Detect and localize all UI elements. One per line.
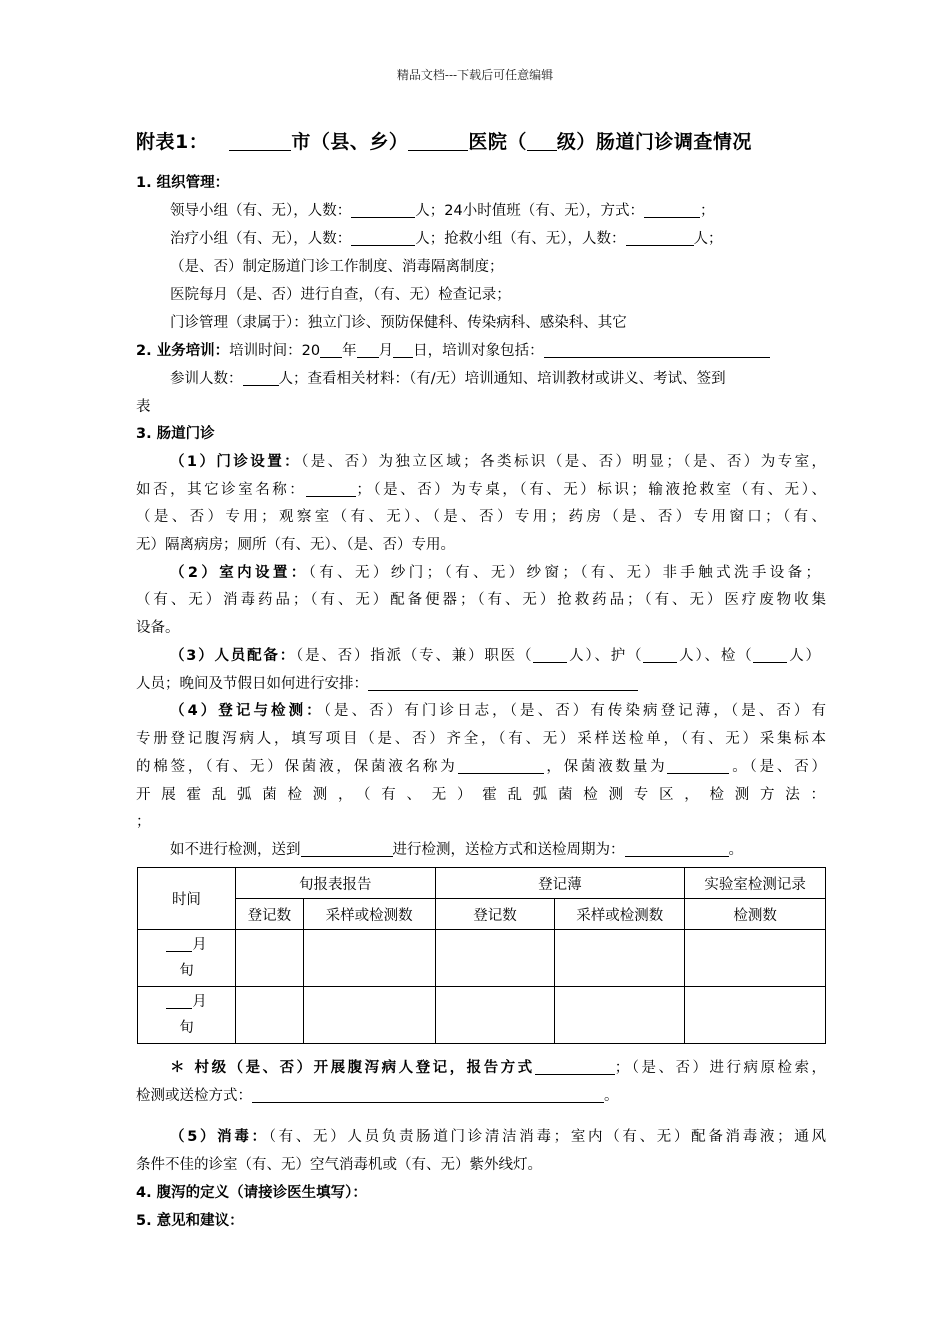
subheader-reg-2: 登记数: [435, 899, 555, 930]
table-cell[interactable]: [685, 987, 826, 1044]
blank: [368, 674, 638, 691]
s3-4-l6c: 。: [728, 842, 743, 858]
blank: [320, 341, 342, 358]
page-header: 精品文档---下载后可任意编辑: [396, 68, 554, 82]
table-cell[interactable]: [235, 987, 303, 1044]
blank: [535, 1058, 615, 1075]
s1-line-2: [170, 229, 860, 249]
s3-3-l1c: 人）、检（: [677, 648, 754, 664]
blank: [644, 201, 700, 218]
blank: [458, 757, 544, 774]
section-1-title: 1. 组织管理：: [136, 175, 230, 191]
row-month: 月: [192, 937, 207, 953]
blank: [643, 646, 677, 663]
blank: [166, 937, 192, 952]
blank: [351, 201, 415, 218]
s1-l2c: 人；: [693, 231, 723, 247]
s2-l1b: 年: [342, 343, 357, 359]
s1-line-5: 门诊管理（隶属于）：独立门诊、预防保健科、传染病科、感染科、其它: [170, 315, 627, 331]
title-prefix: 附表1：: [136, 131, 209, 153]
s3-3-l2: 人员；晚间及节假日如何进行安排：: [136, 676, 368, 692]
table-cell[interactable]: [235, 930, 303, 987]
section-5-title: 5. 意见和建议：: [136, 1213, 244, 1229]
blank: [393, 341, 413, 358]
note-line-1: [170, 1058, 826, 1078]
note-line-2: [136, 1086, 826, 1106]
row-xun: 旬: [179, 1020, 194, 1036]
s1-line-3: （是、否）制定肠道门诊工作制度、消毒隔离制度；: [170, 259, 504, 275]
blank: [544, 341, 770, 358]
s3-3-l1b: 人）、护（: [567, 648, 644, 664]
row-month: 月: [192, 994, 207, 1010]
note-c: 检测或送检方式：: [136, 1088, 252, 1104]
s3-1-line-2: [136, 480, 826, 500]
table-cell[interactable]: [303, 987, 435, 1044]
s3-4-line-3: [136, 757, 826, 777]
note-a: ＊ 村级（是、否）开展腹泻病人登记，报告方式: [170, 1060, 535, 1076]
s3-1-head: （1）门诊设置：: [170, 454, 302, 470]
s3-4-l3b: ，保菌液数量为: [543, 759, 668, 775]
city-blank: [229, 132, 291, 151]
s3-4-head: （4）登记与检测：: [170, 703, 324, 719]
subheader-reg-1: 登记数: [235, 899, 303, 930]
s3-2-line-3: 设备。: [136, 620, 180, 636]
subheader-test: 检测数: [685, 899, 826, 930]
s2-l1d: 日，培训对象包括：: [413, 343, 544, 359]
blank: [301, 840, 393, 857]
s3-4-l1: （是、否）有门诊日志，（是、否）有传染病登记薄，（是、否）有: [323, 703, 826, 719]
s3-5-head: （5）消毒：: [170, 1129, 269, 1145]
s3-3-line-1: [170, 646, 820, 666]
blank: [166, 994, 192, 1009]
s3-4-l6b: 进行检测，送检方式和送检周期为：: [392, 842, 625, 858]
s3-4-line-4: 开展霍乱弧菌检测，（有、无）霍乱弧菌检测专区，检测方法：: [136, 787, 826, 803]
table-cell[interactable]: [435, 987, 555, 1044]
blank: [625, 840, 729, 857]
blank: [243, 369, 279, 386]
s3-4-line-5: ；: [136, 814, 151, 830]
s1-l1a: 领导小组（有、无），人数：: [170, 203, 352, 219]
s3-4-l6a: 如不进行检测，送到: [170, 842, 301, 858]
s1-line-4: 医院每月（是、否）进行自查，（有、无）检查记录；: [170, 287, 511, 303]
s3-3-l1d: 人）: [787, 648, 821, 664]
blank: [351, 229, 415, 246]
row-time-cell: [138, 930, 236, 987]
header-group-3: 实验室检测记录: [685, 868, 826, 899]
blank: [753, 646, 787, 663]
s3-4-l3c: 。（是、否）: [729, 759, 827, 775]
blank: [306, 480, 356, 497]
table-row: [138, 930, 826, 987]
note-b: ；（是、否）进行病原检索，: [614, 1060, 827, 1076]
title-city: 市（县、乡）: [291, 131, 409, 153]
s3-1-line-1: [170, 452, 826, 472]
s3-5-l1: （有、无）人员负责肠道门诊清洁消毒；室内（有、无）配备消毒液；通风: [268, 1129, 826, 1145]
title-level: 级）肠道门诊调查情况: [556, 131, 752, 153]
s3-4-line-1: [170, 701, 826, 721]
s2-l1c: 月: [378, 343, 394, 359]
subheader-sample-1: 采样或检测数: [303, 899, 435, 930]
s3-1-l1: （是、否）为独立区域；各类标识（是、否）明显；（是、否）为专室，: [301, 454, 826, 470]
row-xun: 旬: [179, 963, 194, 979]
s2-line-1: [136, 341, 826, 361]
s3-2-line-1: [170, 563, 820, 583]
blank: [252, 1086, 604, 1103]
s3-5-line-1: [170, 1127, 826, 1147]
s3-1-line-4: 无）隔离病房；厕所（有、无）、（是、否）专用。: [136, 537, 455, 553]
blank: [533, 646, 567, 663]
s3-2-line-2: （有、无）消毒药品；（有、无）配备便器；（有、无）抢救药品；（有、无）医疗废物收集: [136, 592, 826, 608]
table-cell[interactable]: [555, 987, 685, 1044]
s3-5-line-2: 条件不佳的诊室（有、无）空气消毒机或（有、无）紫外线灯。: [136, 1157, 542, 1173]
section-3-title: 3. 肠道门诊: [136, 426, 215, 442]
hospital-blank: [408, 132, 468, 151]
table-cell[interactable]: [303, 930, 435, 987]
s3-4-line-2: 专册登记腹泻病人，填写项目（是、否）齐全，（有、无）采样送检单，（有、无）采集标本: [136, 731, 826, 747]
s3-2-l1: （有、无）纱门；（有、无）纱窗；（有、无）非手触式洗手设备；: [308, 565, 820, 581]
table-cell[interactable]: [435, 930, 555, 987]
s1-l2a: 治疗小组（有、无），人数：: [170, 231, 352, 247]
report-table: [137, 867, 826, 1044]
s2-line-2: [170, 369, 860, 389]
section-2-title: 2. 业务培训：: [136, 343, 230, 359]
s3-4-l3a: 的棉签，（有、无）保菌液，保菌液名称为: [136, 759, 458, 775]
s3-1-l2b: ；（是、否）为专桌，（有、无）标识；输液抢救室（有、无）、: [356, 482, 826, 498]
header-group-2: 登记薄: [435, 868, 685, 899]
blank: [667, 757, 729, 774]
header-time: 时间: [138, 868, 236, 930]
table-row: [138, 987, 826, 1044]
level-blank: [527, 132, 557, 151]
s2-l2a: 参训人数：: [170, 371, 243, 387]
note-d: 。: [604, 1088, 619, 1104]
subheader-sample-2: 采样或检测数: [555, 899, 685, 930]
table-cell[interactable]: [555, 930, 685, 987]
s3-3-l1a: （是、否）指派（专、兼）职医（: [296, 648, 534, 664]
s3-3-line-2: [136, 674, 826, 694]
title-hospital: 医院（: [468, 131, 527, 153]
page-title: [136, 127, 836, 154]
table-cell[interactable]: [685, 930, 826, 987]
s3-2-head: （2）室内设置：: [170, 565, 309, 581]
header-group-1: 旬报表报告: [235, 868, 435, 899]
s1-l1b: 人；24小时值班（有、无），方式：: [415, 203, 644, 219]
blank: [626, 229, 694, 246]
row-time-cell: [138, 987, 236, 1044]
s2-l1a: 培训时间：20: [229, 343, 321, 359]
s3-4-line-6: [170, 840, 860, 860]
s2-l2b: 人；查看相关材料：（有/无）培训通知、培训教材或讲义、考试、签到: [278, 371, 726, 387]
s2-line-3: 表: [136, 399, 151, 415]
s3-1-line-3: （是、否）专用；观察室（有、无）、（是、否）专用；药房（是、否）专用窗口；（有、: [136, 509, 826, 525]
s3-3-head: （3）人员配备：: [170, 648, 297, 664]
blank: [357, 341, 379, 358]
s1-l1c: ；: [699, 203, 715, 219]
s1-l2b: 人；抢救小组（有、无），人数：: [415, 231, 626, 247]
s1-line-1: [170, 201, 860, 221]
section-4-title: 4. 腹泻的定义（请接诊医生填写）：: [136, 1185, 367, 1201]
s3-1-l2a: 如否，其它诊室名称：: [136, 482, 307, 498]
